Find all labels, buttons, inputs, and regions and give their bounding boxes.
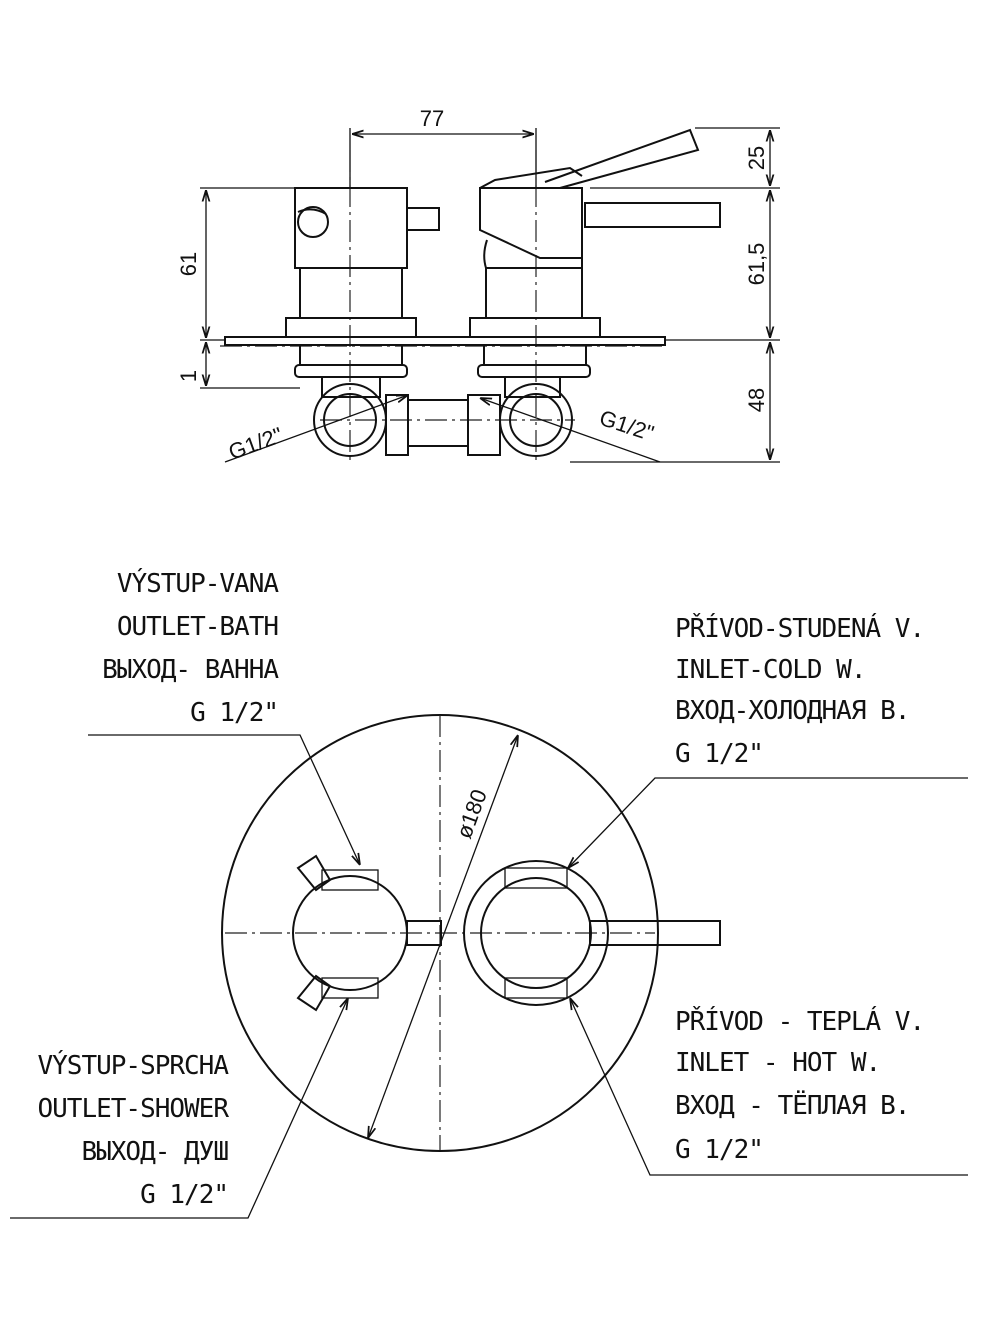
dim-plate-left-label: 1 [176,369,201,383]
svg-text:ВХОД-ХОЛОДНАЯ В.: ВХОД-ХОЛОДНАЯ В. [675,696,910,726]
svg-text:G 1/2": G 1/2" [675,1135,763,1165]
front-view [10,567,968,1218]
svg-text:INLET-COLD W.: INLET-COLD W. [675,655,866,685]
outlet-bath-label [102,567,279,728]
svg-text:ВЫХОД- ДУШ: ВЫХОД- ДУШ [81,1137,228,1167]
svg-text:ВЫХОД- ВАННА: ВЫХОД- ВАННА [102,655,278,685]
thread-left-label: G1/2" [225,422,286,465]
side-view [176,106,780,465]
inlet-hot-label [675,1005,924,1165]
svg-text:INLET - HOT W.: INLET - HOT W. [675,1048,881,1078]
svg-text:OUTLET-BATH: OUTLET-BATH [116,612,278,642]
dim-width-label: 77 [419,106,445,131]
thread-right-label: G1/2" [596,404,657,446]
diameter-label: ø180 [451,786,492,842]
svg-text:G 1/2": G 1/2" [140,1180,228,1210]
inlet-cold-label [675,612,924,769]
svg-text:VÝSTUP-SPRCHA: VÝSTUP-SPRCHA [37,1051,228,1081]
dim-depth-right-label: 48 [744,387,769,413]
svg-text:G 1/2": G 1/2" [675,739,763,769]
dim-top-right-label: 25 [744,145,769,171]
dim-height-left-label: 61 [176,251,201,277]
outlet-shower-label [38,1049,230,1210]
svg-text:PŘÍVOD-STUDENÁ V.: PŘÍVOD-STUDENÁ V. [675,614,925,644]
svg-text:OUTLET-SHOWER: OUTLET-SHOWER [37,1094,228,1124]
svg-text:ВХОД - ТЁПЛАЯ В.: ВХОД - ТЁПЛАЯ В. [675,1091,910,1121]
dim-height-right-label: 61,5 [744,242,769,286]
svg-text:G 1/2": G 1/2" [190,698,278,728]
svg-text:PŘÍVOD - TEPLÁ V.: PŘÍVOD - TEPLÁ V. [675,1007,925,1037]
svg-text:VÝSTUP-VANA: VÝSTUP-VANA [116,569,278,599]
